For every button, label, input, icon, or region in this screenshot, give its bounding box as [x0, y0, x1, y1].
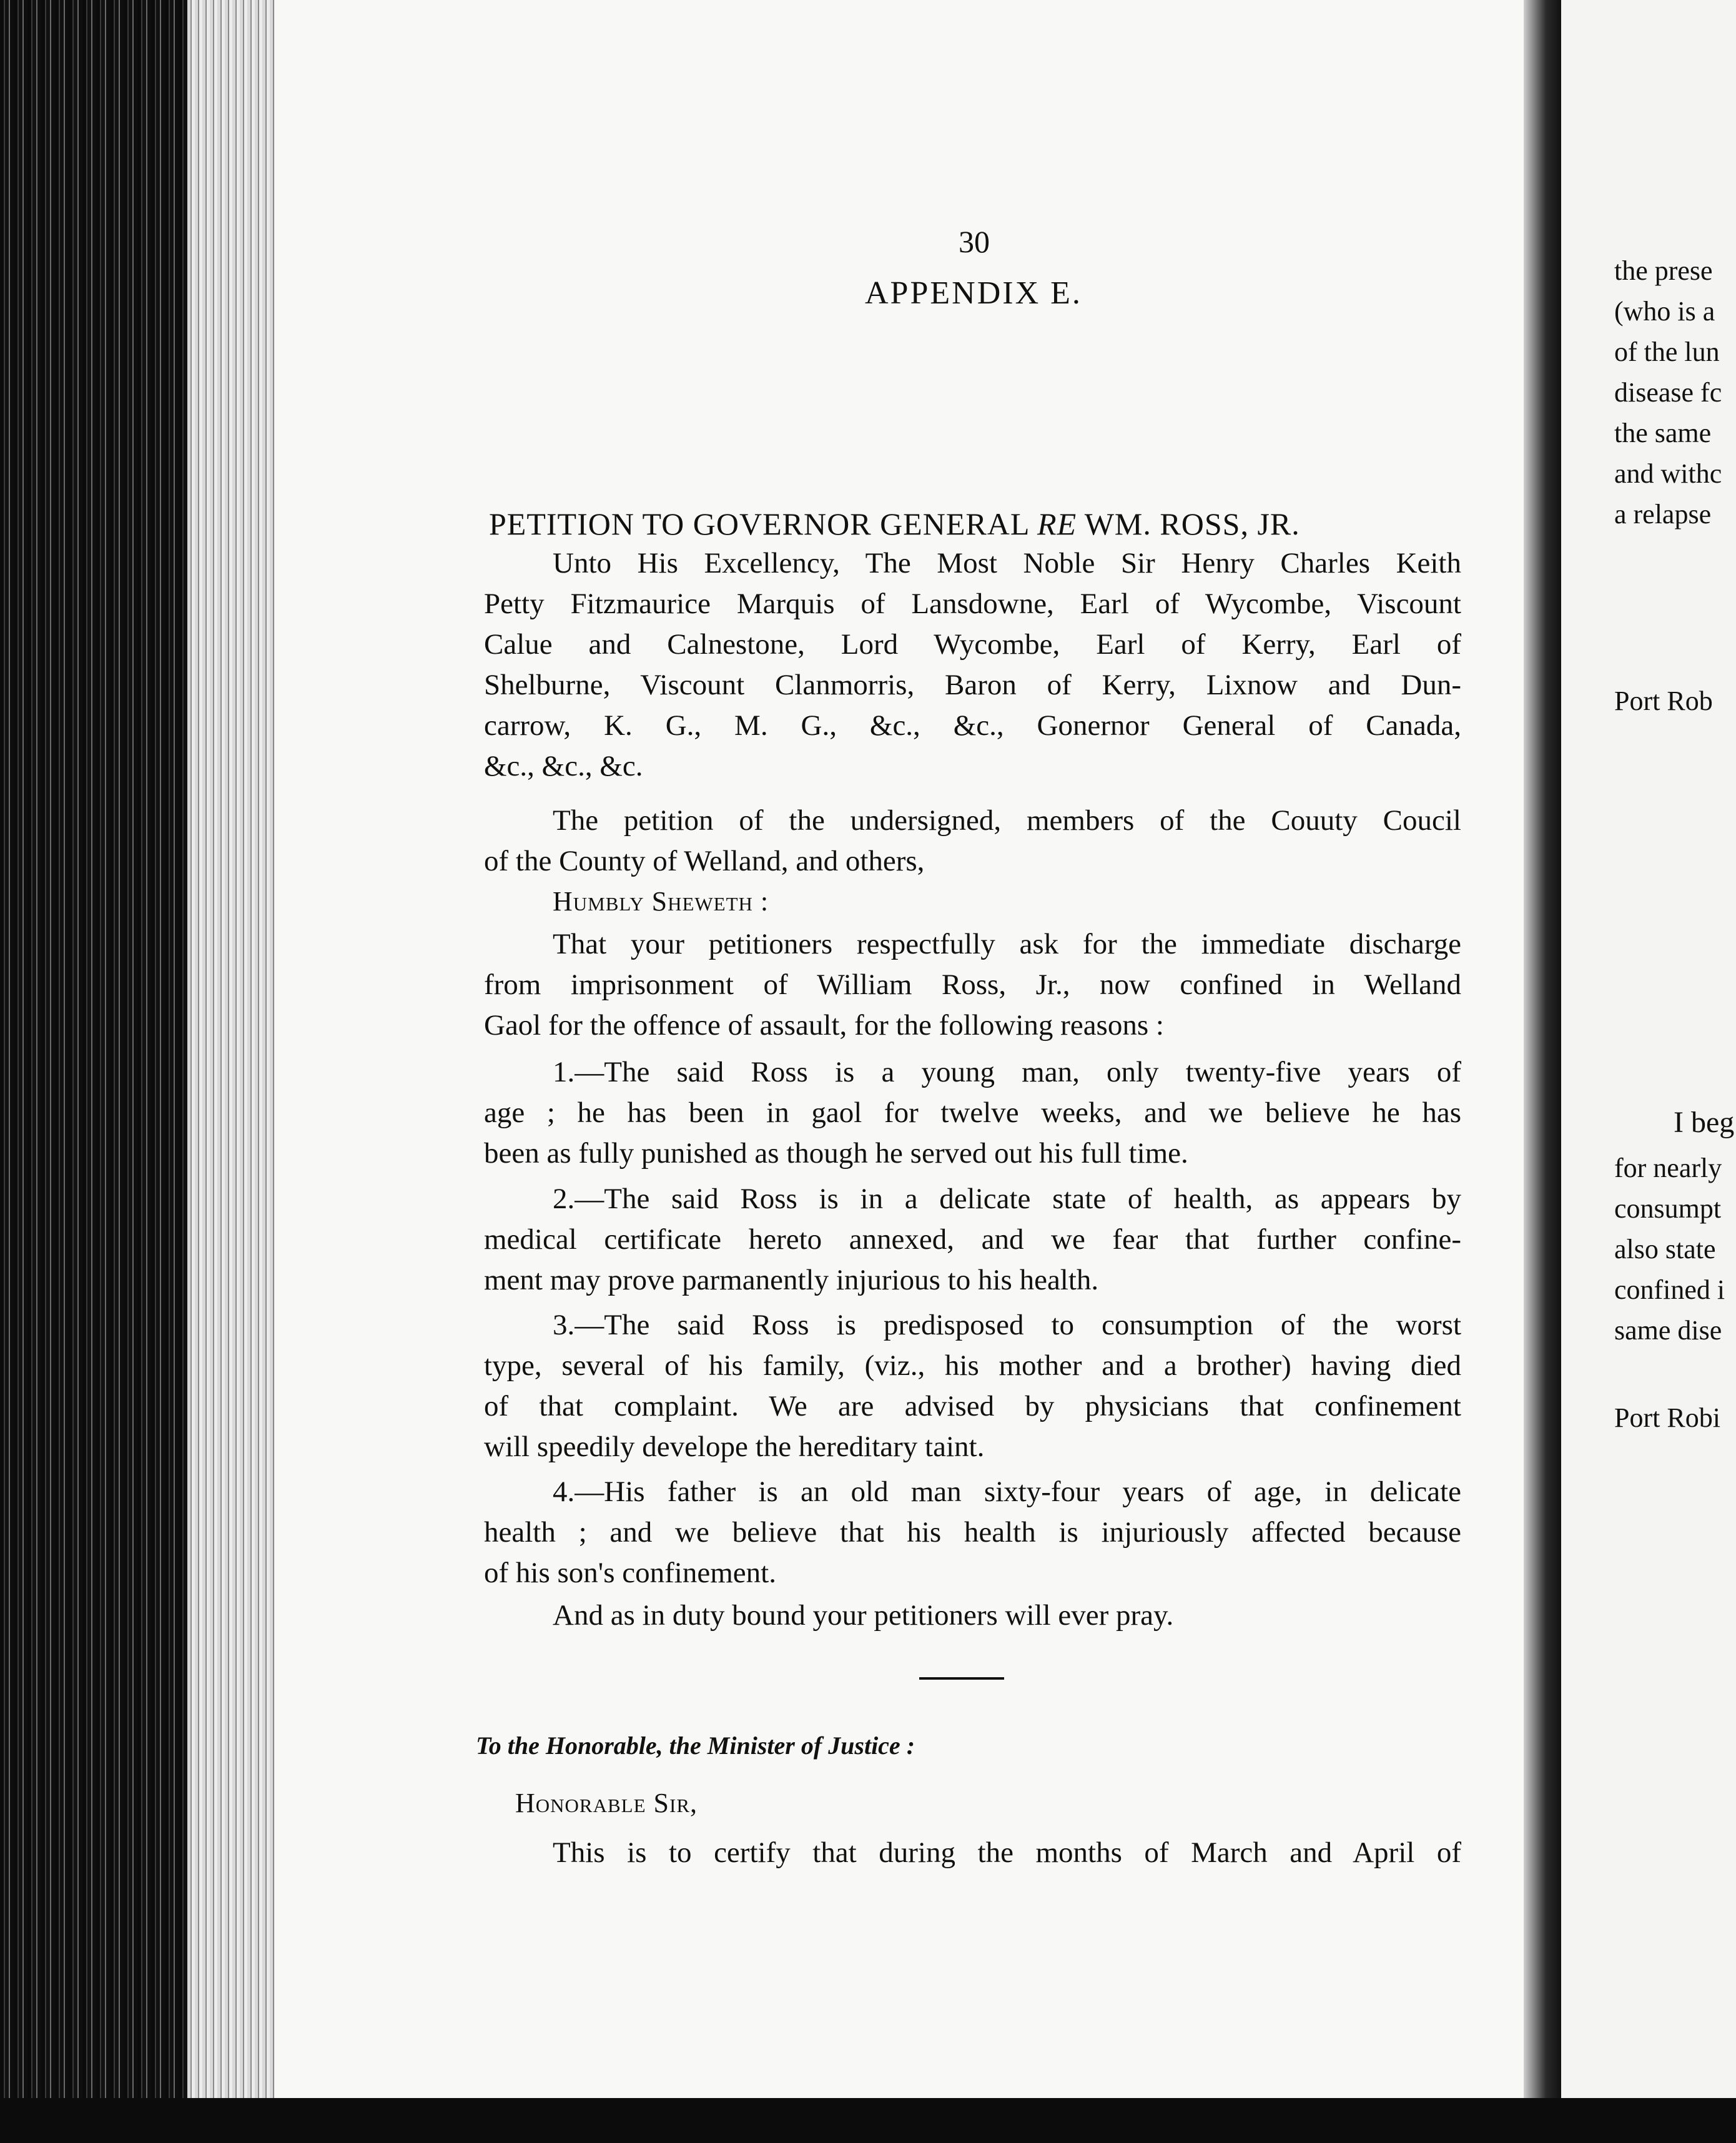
- facing-page-line: the prese: [1614, 255, 1713, 286]
- body-line: &c., &c., &c.: [484, 750, 643, 782]
- body-line: Unto His Excellency, The Most Noble Sir Henry Charles Keith: [553, 547, 1461, 579]
- addressee-line: To the Honorable, the Minister of Justice :: [476, 1732, 915, 1760]
- facing-page-line: I beg: [1674, 1106, 1735, 1139]
- book-gutter: [1524, 0, 1561, 2143]
- facing-page-line: also state: [1614, 1234, 1716, 1264]
- petition-heading-re: RE: [1037, 506, 1077, 541]
- body-line: been as fully punished as though he served out his full time.: [484, 1137, 1188, 1170]
- page-edges-highlight: [187, 0, 281, 2143]
- body-line: This is to certify that during the months of March and April of: [553, 1836, 1461, 1869]
- facing-page-line: Port Robi: [1614, 1402, 1720, 1433]
- facing-page-line: disease fc: [1614, 377, 1722, 408]
- facing-page-line: of the lun: [1614, 337, 1720, 367]
- facing-page-line: consumpt: [1614, 1193, 1722, 1224]
- body-line: 1.—The said Ross is a young man, only twenty-five years of: [553, 1056, 1461, 1088]
- body-line: That your petitioners respectfully ask for the immediate discharge: [553, 928, 1461, 960]
- body-line: of his son's confinement.: [484, 1557, 776, 1589]
- body-line: of that complaint. We are advised by physicians that confinement: [484, 1390, 1461, 1422]
- body-line: 4.—His father is an old man sixty-four years of age, in delicate: [553, 1475, 1461, 1508]
- body-line: health ; and we believe that his health is injuriously affected because: [484, 1516, 1461, 1549]
- body-line: will speedily develope the hereditary taint.: [484, 1431, 985, 1463]
- salutation: Honorable Sir,: [515, 1788, 698, 1818]
- facing-page-line: for nearly: [1614, 1153, 1722, 1183]
- body-line: Shelburne, Viscount Clanmorris, Baron of Kerry, Lixnow and Dun-: [484, 669, 1461, 701]
- body-line: type, several of his family, (viz., his mother and a brother) having died: [484, 1349, 1461, 1382]
- page-number: 30: [959, 224, 990, 259]
- facing-page-line: the same: [1614, 418, 1712, 448]
- body-line: Petty Fitzmaurice Marquis of Lansdowne, Earl of Wycombe, Viscount: [484, 588, 1461, 620]
- facing-page-line: and withc: [1614, 458, 1722, 489]
- body-line: age ; he has been in gaol for twelve weeks, and we believe he has: [484, 1096, 1461, 1129]
- petition-heading: [489, 506, 1300, 542]
- body-line: Gaol for the offence of assault, for the following reasons :: [484, 1009, 1164, 1042]
- appendix-title: APPENDIX E.: [865, 275, 1082, 311]
- petition-heading-prefix: PETITION TO GOVERNOR GENERAL: [489, 506, 1029, 541]
- body-line: And as in duty bound your petitioners will ever pray.: [553, 1599, 1174, 1632]
- facing-page-line: a relapse: [1614, 499, 1712, 530]
- body-line: ment may prove parmanently injurious to his health.: [484, 1264, 1099, 1296]
- body-line: Calue and Calnestone, Lord Wycombe, Earl of Kerry, Earl of: [484, 628, 1461, 661]
- body-line: 3.—The said Ross is predisposed to consumption of the worst: [553, 1309, 1461, 1341]
- body-line: from imprisonment of William Ross, Jr., now confined in Welland: [484, 968, 1461, 1001]
- petition-heading-suffix: WM. ROSS, JR.: [1084, 506, 1300, 541]
- facing-page-line: (who is a: [1614, 296, 1715, 327]
- scan-bottom-edge: [0, 2098, 1736, 2143]
- body-line: carrow, K. G., M. G., &c., &c., Gonernor General of Canada,: [484, 709, 1461, 742]
- facing-page-line: Port Rob: [1614, 686, 1713, 716]
- humbly-sheweth: Humbly Sheweth :: [553, 886, 769, 917]
- facing-page-line: confined i: [1614, 1274, 1725, 1305]
- section-divider: [919, 1677, 1004, 1680]
- body-line: 2.—The said Ross is in a delicate state of health, as appears by: [553, 1183, 1461, 1215]
- body-line: medical certificate hereto annexed, and we fear that further confine-: [484, 1223, 1461, 1256]
- facing-page-line: same dise: [1614, 1315, 1722, 1346]
- body-line: The petition of the undersigned, members of the Couuty Coucil: [553, 804, 1461, 837]
- body-line: of the County of Welland, and others,: [484, 845, 925, 877]
